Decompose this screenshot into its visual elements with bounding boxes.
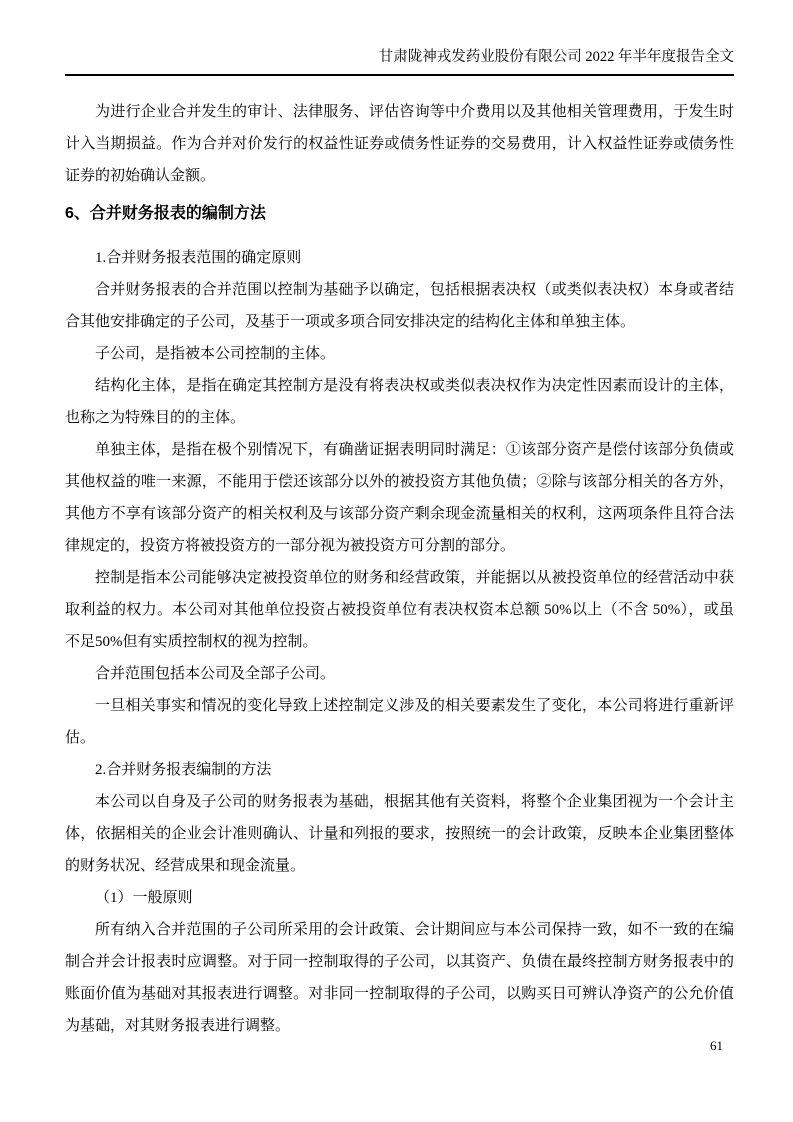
subheading-preparation-method: 2.合并财务报表编制的方法 [95,762,272,778]
subheading-consolidation-scope-principle: 1.合并财务报表范围的确定原则 [95,250,302,266]
subheading-general-principles: （1）一般原则 [95,890,193,906]
header-title: 甘肃陇神戎发药业股份有限公司 2022 年半年度报告全文 [378,49,734,65]
paragraph-merger-intermediary-fees: 为进行企业合并发生的审计、法律服务、评估咨询等中介费用以及其他相关管理费用，于发生时计入当期损益。作为合并对价发行的权益性证券或债务性证券的交易费用，计入权益性证券或债务性证券的初始确认金额。 [65,104,734,184]
paragraph-reassessment-statement: 一旦相关事实和情况的变化导致上述控制定义涉及的相关要素发生了变化，本公司将进行重新评估。 [65,698,734,746]
paragraph-consolidation-scope-basis: 合并财务报表的合并范围以控制为基础予以确定，包括根据表决权（或类似表决权）本身或者结合其他安排确定的子公司，及基于一项或多项合同安排决定的结构化主体和单独主体。 [65,282,734,330]
page-header [65,47,734,76]
paragraph-accounting-policy-alignment: 所有纳入合并范围的子公司所采用的会计政策、会计期间应与本公司保持一致，如不一致的在编制合并会计报表时应调整。对于同一控制取得的子公司，以其资产、负债在最终控制方财务报表中的账面价值为基础对其报表进行调整。对非同一控制取得的子公司，以购买日可辨认净资产的公允价值为基础，对其财务报表进行调整。 [65,922,734,1034]
paragraph-subsidiary-definition: 子公司，是指被本公司控制的主体。 [95,346,336,362]
document-body [65,96,734,1042]
paragraph-separate-entity-definition: 单独主体，是指在极个别情况下，有确凿证据表明同时满足：①该部分资产是偿付该部分负债或其他权益的唯一来源，不能用于偿还该部分以外的被投资方其他负债；②除与该部分相关的各方外，其他方不享有该部分资产的相关权利及与该部分资产剩余现金流量相关的权利，这两项条件且符合法律规定的，投资方将被投资方的一部分视为被投资方可分割的部分。 [65,442,734,554]
paragraph-structured-entity-definition: 结构化主体，是指在确定其控制方是没有将表决权或类似表决权作为决定性因素而设计的主体，也称之为特殊目的的主体。 [65,378,734,426]
section-heading-consolidated-statements-method: 6、合并财务报表的编制方法 [65,205,266,222]
paragraph-consolidation-scope-statement: 合并范围包括本公司及全部子公司。 [95,666,336,682]
page-number: 61 [710,1038,723,1053]
paragraph-control-definition: 控制是指本公司能够决定被投资单位的财务和经营政策，并能据以从被投资单位的经营活动中获取利益的权力。本公司对其他单位投资占被投资单位有表决权资本总额 50%以上（不含 50%），或虽不足50%但有实质控制权的视为控制。 [65,570,734,650]
paragraph-preparation-basis: 本公司以自身及子公司的财务报表为基础，根据其他有关资料，将整个企业集团视为一个会计主体，依据相关的企业会计准则确认、计量和列报的要求，按照统一的会计政策，反映本企业集团整体的财务状况、经营成果和现金流量。 [65,794,734,874]
